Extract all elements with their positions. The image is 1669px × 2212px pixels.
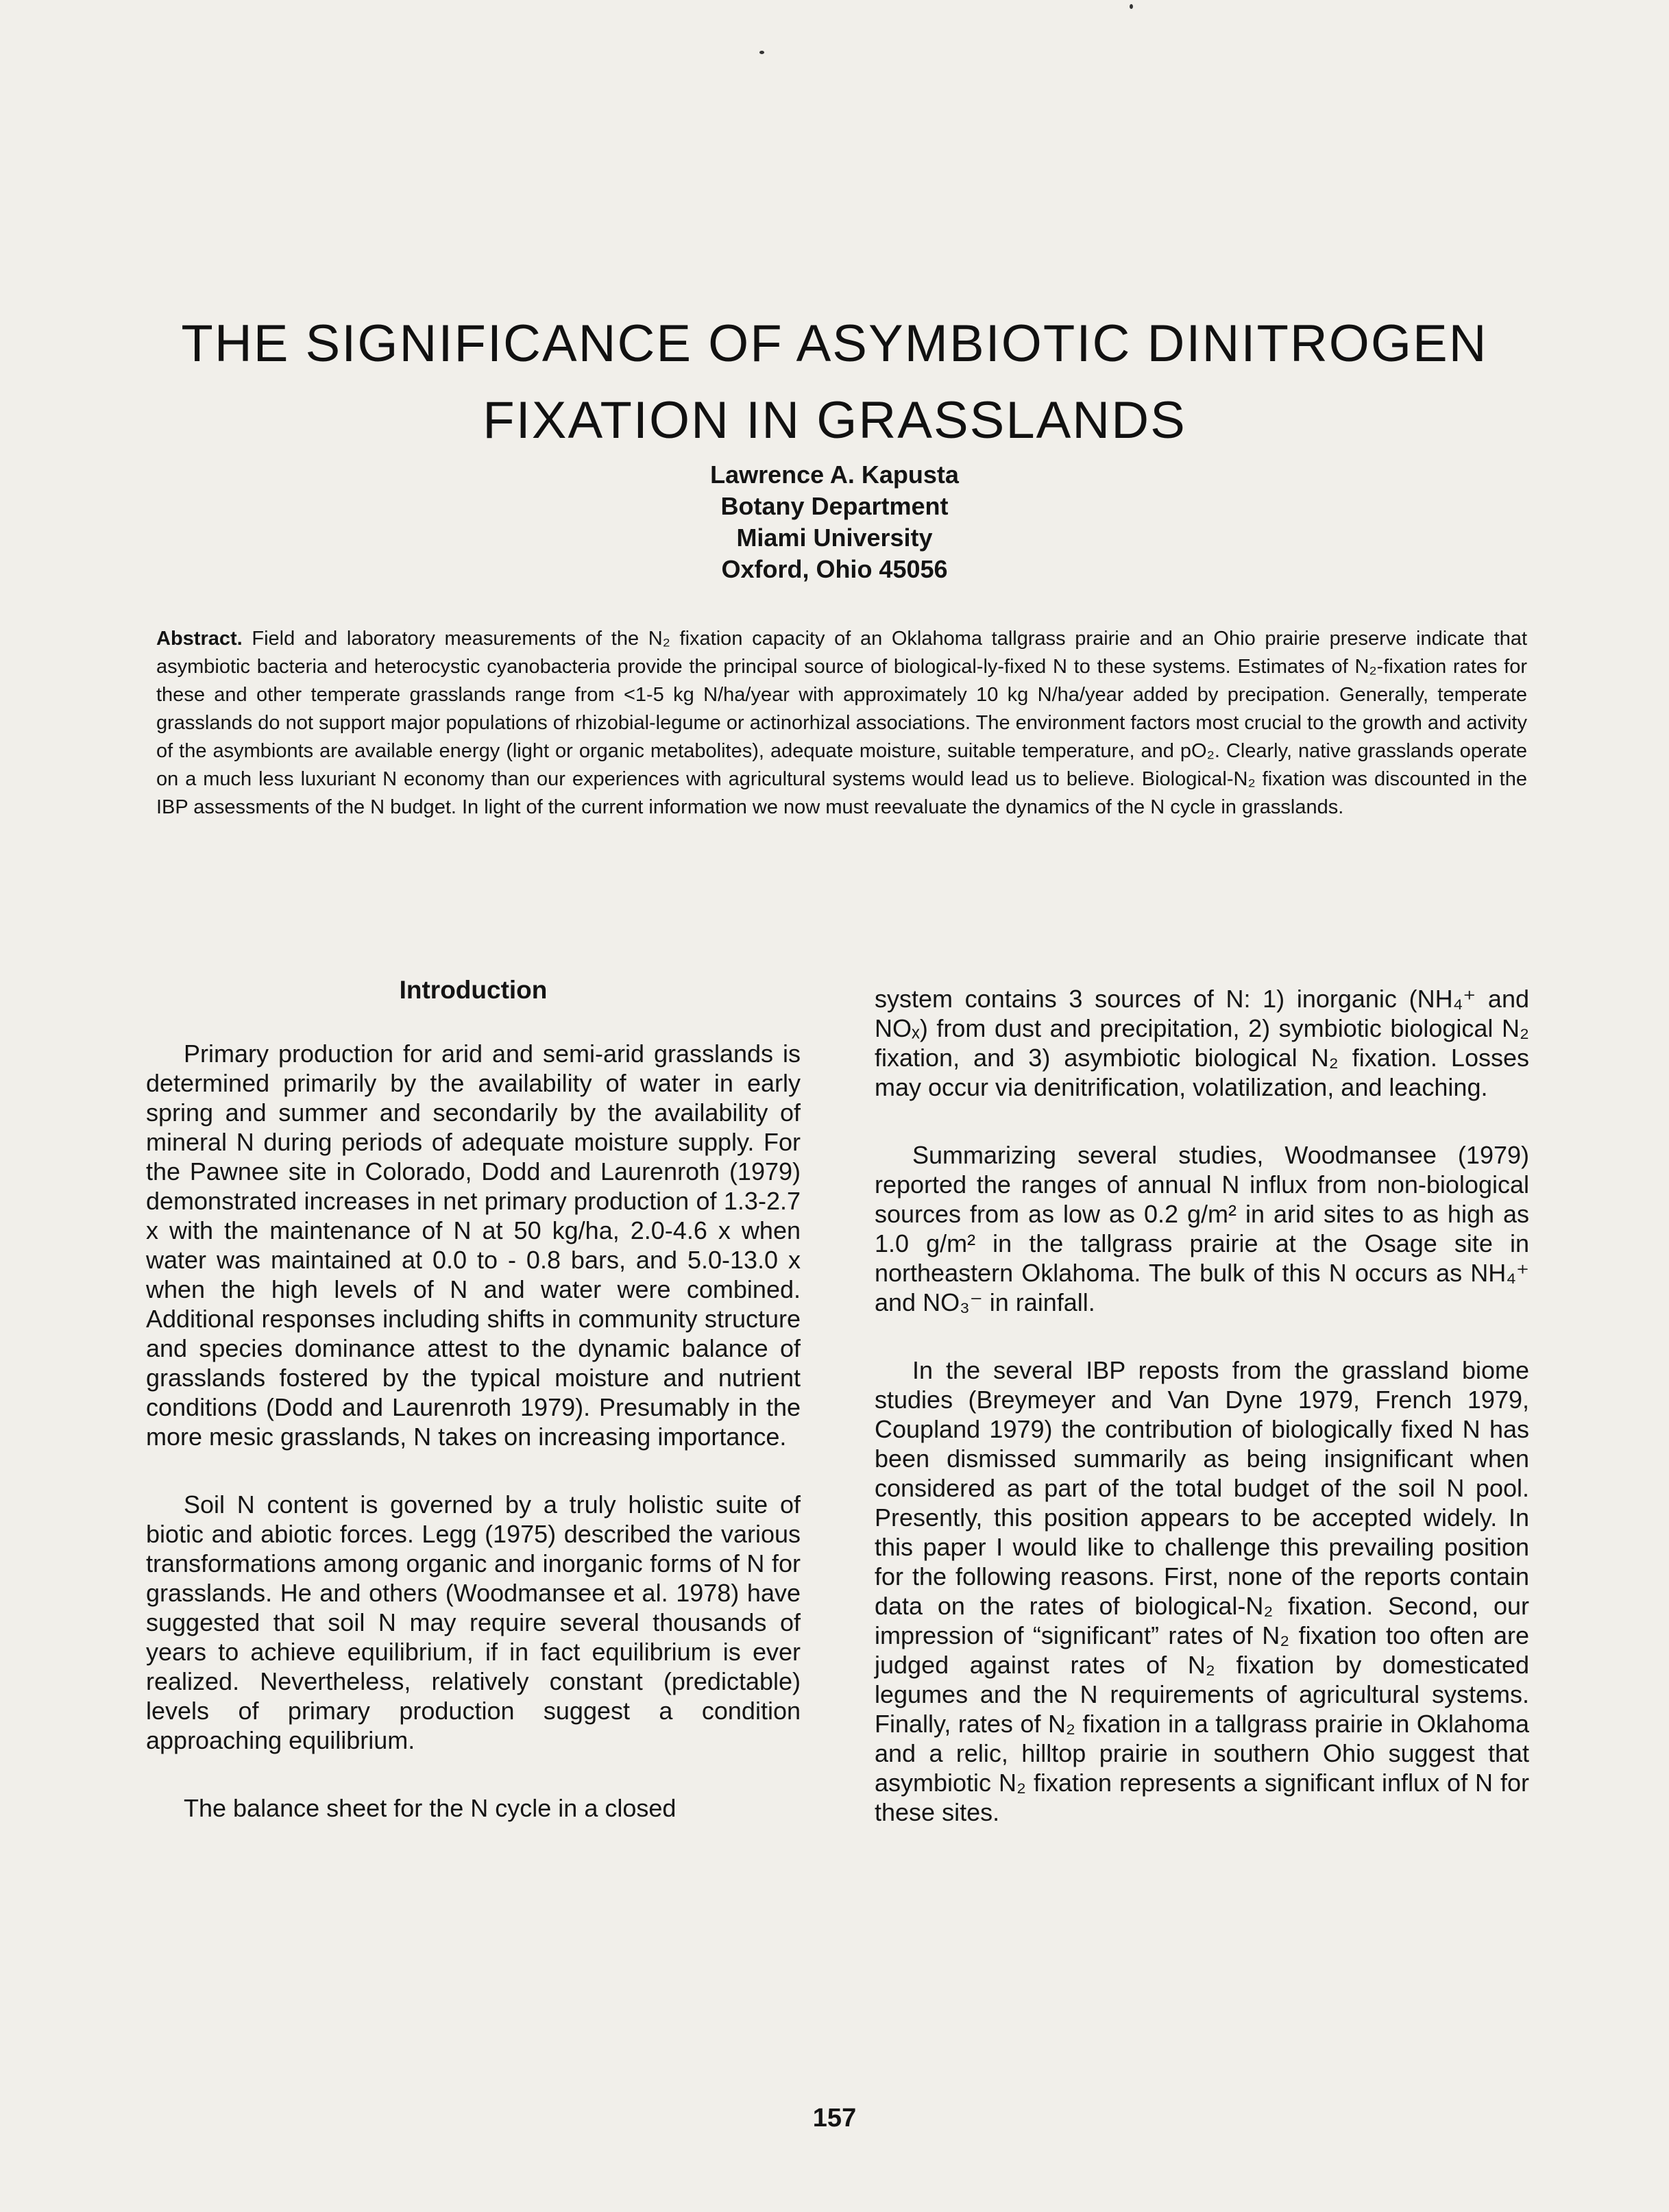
title-line-2: FIXATION IN GRASSLANDS (483, 391, 1186, 450)
author-department: Botany Department (720, 492, 949, 520)
ink-speck (759, 51, 764, 54)
section-heading-introduction: Introduction (399, 976, 548, 1004)
body-paragraph: system contains 3 sources of N: 1) inorganic (NH₄⁺ and NOₓ) from dust and precipitation, 2) symbiotic biological N₂ fixation, and 3) asymbiotic biological N₂ fixation. Losses may occur via denitrification, volatilization, and leaching. (875, 985, 1529, 1101)
author-block (0, 459, 1669, 585)
right-column (875, 984, 1529, 1865)
body-paragraph: Soil N content is governed by a truly holistic suite of biotic and abiotic forces. Legg (1975) described the various transformations among organic and inorganic forms of N for grasslands. He and others (Woodmansee et al. 1978) have suggested that soil N may require several thousands of years to achieve equilibrium, if in fact equilibrium is ever realized. Nevertheless, relatively constant (predictable) levels of primary production suggest a condition approaching equilibrium. (146, 1490, 801, 1754)
body-paragraph: The balance sheet for the N cycle in a closed (184, 1794, 677, 1822)
abstract-label: Abstract. (156, 628, 243, 650)
paper-title (0, 306, 1669, 459)
body-paragraph: Summarizing several studies, Woodmansee (1979) reported the ranges of annual N influx from non-biological sources from as low as 0.2 g/m² in arid sites to as high as 1.0 g/m² in the tallgrass prairie at the Osage site in northeastern Oklahoma. The bulk of this N occurs as NH₄⁺ and NO₃⁻ in rainfall. (875, 1141, 1529, 1316)
abstract-text: Field and laboratory measurements of the N₂ fixation capacity of an Oklahoma tallgrass prairie and an Ohio prairie preserve indicate that asymbiotic bacteria and heterocystic cyanobacteria provide the principal source of biological-ly-fixed N to these systems. Estimates of N₂-fixation rates for these and other temperate grasslands range from <1-5 kg N/ha/year with approximately 10 kg N/ha/year added by precipation. Generally, temperate grasslands do not support major populations of rhizobial-legume or actinorhizal associations. The environment factors most crucial to the growth and activity of the asymbionts are available energy (light or organic metabolites), adequate moisture, suitable temperature, and pO₂. Clearly, native grasslands operate on a much less luxuriant N economy than our experiences with agricultural systems would lead us to believe. Biological-N₂ fixation was discounted in the IBP assessments of the N budget. In light of the current information we now must reevaluate the dynamics of the N cycle in grasslands. (156, 628, 1528, 818)
title-line-1: THE SIGNIFICANCE OF ASYMBIOTIC DINITROGEN (181, 314, 1488, 373)
ink-speck (1130, 4, 1133, 9)
author-university: Miami University (736, 524, 933, 552)
left-column (146, 975, 801, 1861)
author-city: Oxford, Ohio 45056 (721, 555, 948, 583)
page-number: 157 (812, 2104, 857, 2133)
abstract (156, 625, 1527, 822)
body-paragraph: Primary production for arid and semi-arid grasslands is determined primarily by the availability of water in early spring and summer and secondarily by the availability of mineral N during periods of adequate moisture supply. For the Pawnee site in Colorado, Dodd and Laurenroth (1979) demonstrated increases in net primary production of 1.3-2.7 x with the maintenance of N at 50 kg/ha, 2.0-4.6 x when water was maintained at 0.0 to - 0.8 bars, and 5.0-13.0 x when the high levels of N and water were combined. Additional responses including shifts in community structure and species dominance attest to the dynamic balance of grasslands fostered by the typical moisture and nutrient conditions (Dodd and Laurenroth 1979). Presumably in the more mesic grasslands, N takes on increasing importance. (146, 1040, 801, 1451)
author-name: Lawrence A. Kapusta (710, 460, 959, 489)
body-paragraph: In the several IBP reposts from the grassland biome studies (Breymeyer and Van Dyne 1979, French 1979, Coupland 1979) the contribution of biologically fixed N has been dismissed summarily as being insignificant when considered as part of the total budget of the soil N pool. Presently, this position appears to be accepted widely. In this paper I would like to challenge this prevailing position for the following reasons. First, none of the reports contain data on the rates of biological-N₂ fixation. Second, our impression of “significant” rates of N₂ fixation too often are judged against rates of N₂ fixation by domesticated legumes and the N requirements of agricultural systems. Finally, rates of N₂ fixation in a tallgrass prairie in Oklahoma and a relic, hilltop prairie in southern Ohio suggest that asymbiotic N₂ fixation represents a significant influx of N for these sites. (875, 1356, 1529, 1826)
